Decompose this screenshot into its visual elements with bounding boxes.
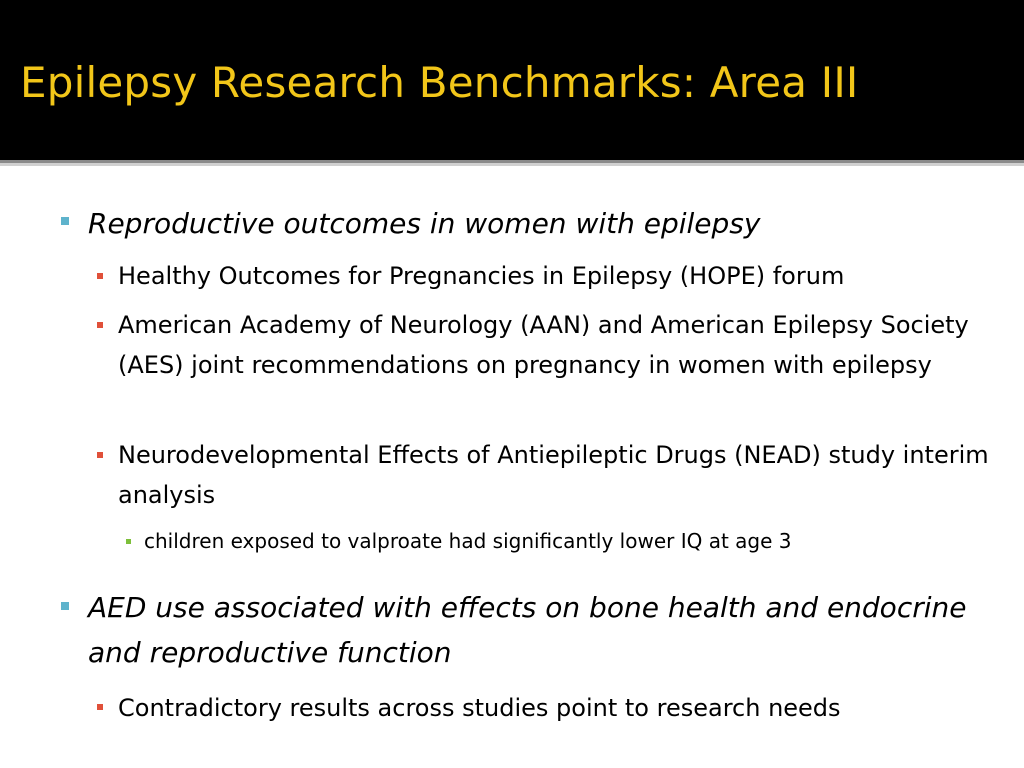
bullet-reproductive-outcomes: Reproductive outcomes in women with epilepsy (88, 207, 761, 240)
bullet-contradictory-results: Contradictory results across studies point to research needs (118, 694, 841, 722)
bullet-square-icon (97, 452, 103, 458)
bullet-aan-aes-recommendations: American Academy of Neurology (AAN) and American Epilepsy Society (AES) joint recommendations on pregnancy in women with epilepsy (118, 311, 969, 379)
bullet-square-icon (97, 322, 103, 328)
bullet-aed-effects: AED use associated with effects on bone health and endocrine and reproductive function (88, 591, 967, 669)
bullet-square-icon (126, 539, 131, 544)
bullet-square-icon (97, 273, 103, 279)
slide-title: Epilepsy Research Benchmarks: Area III (20, 58, 859, 107)
bullet-valproate-iq: children exposed to valproate had significantly lower IQ at age 3 (144, 529, 792, 553)
bullet-hope-forum: Healthy Outcomes for Pregnancies in Epilepsy (HOPE) forum (118, 262, 845, 290)
bullet-square-icon (61, 217, 69, 225)
bullet-square-icon (61, 602, 69, 610)
bullet-nead-study: Neurodevelopmental Effects of Antiepileptic Drugs (NEAD) study interim analysis (118, 441, 989, 509)
bullet-square-icon (97, 704, 103, 710)
